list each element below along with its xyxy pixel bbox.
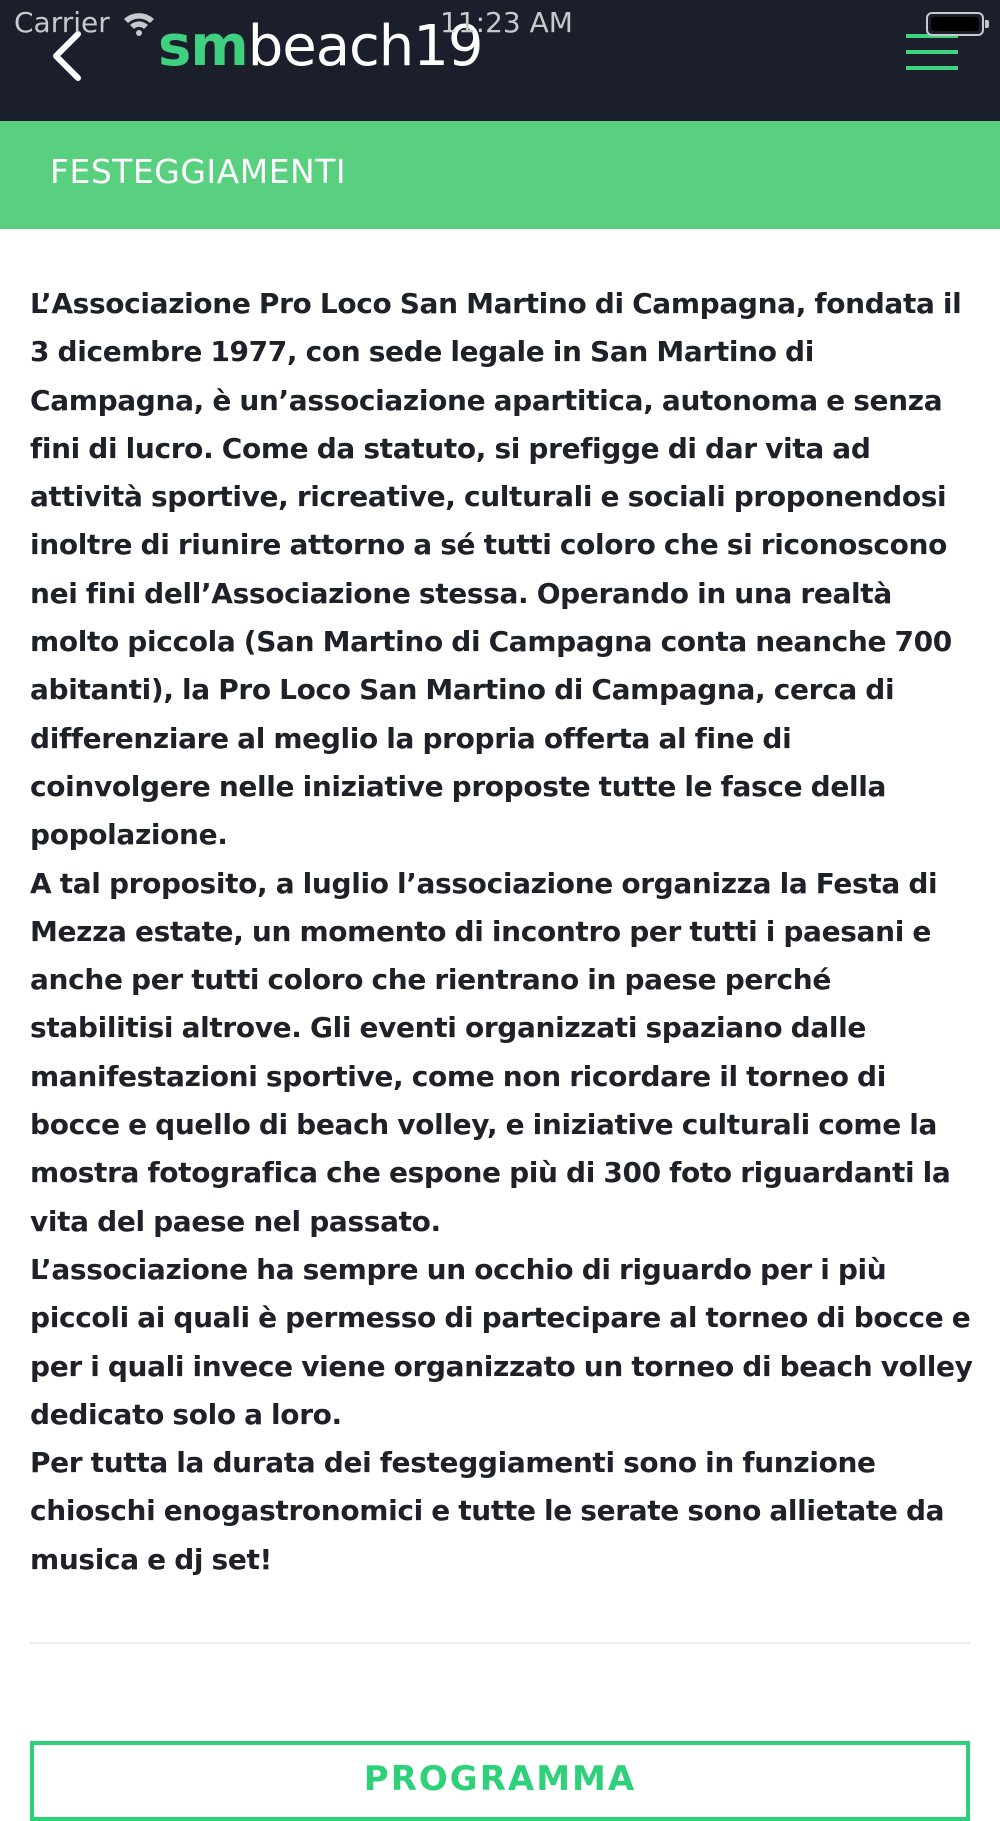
status-time: 11:23 AM (440, 6, 573, 39)
article-body (30, 280, 980, 1584)
article-paragraph: L’Associazione Pro Loco San Martino di Campagna, fondata il 3 dicembre 1977, con sede legale in San Martino di Campagna, è un’associazione apartitica, autonoma e senza fini di lucro. Come da statuto, si prefigge di dar vita ad attività sportive, ricreative, culturali e sociali proponendosi inoltre di riunire attorno a sé tutti coloro che si riconoscono nei fini dell’Associazione stessa. Operando in una realtà molto piccola (San Martino di Campagna conta neanche 700 abitanti), la Pro Loco San Martino di Campagna, cerca di differenziare al meglio la propria offerta al fine di coinvolgere nelle iniziative proposte tutte le fasce della popolazione. (30, 287, 962, 852)
carrier-label: Carrier (14, 6, 110, 39)
program-button[interactable] (30, 1741, 970, 1821)
section-header (0, 121, 1000, 229)
program-button-label: PROGRAMMA (363, 1759, 637, 1799)
article-paragraph: L’associazione ha sempre un occhio di riguardo per i più piccoli ai quali è permesso di partecipare al torneo di bocce e per i quali invece viene organizzato un torneo di beach volley dedicato solo a loro. (30, 1252, 973, 1431)
logo-regular-part: beach19 (247, 14, 483, 79)
status-bar (0, 0, 1000, 48)
wifi-icon (122, 10, 156, 36)
logo-bold-part: sm (158, 14, 248, 79)
divider (30, 1642, 970, 1644)
article-paragraph: A tal proposito, a luglio l’associazione organizza la Festa di Mezza estate, un momento di incontro per tutti i paesani e anche per tutti coloro che rientrano in paese perché stabilitisi altrove. Gli eventi organizzati spaziano dalle manifestazioni sportive, come non ricordare il torneo di bocce e quello di beach volley, e iniziative culturali come la mostra fotografica che espone più di 300 foto riguardanti la vita del paese nel passato. (30, 866, 951, 1238)
article-paragraph: Per tutta la durata dei festeggiamenti sono in funzione chioschi enogastronomici e tutte le serate sono allietate da musica e dj set! (30, 1446, 945, 1576)
section-title: FESTEGGIAMENTI (50, 152, 347, 191)
battery-icon (926, 12, 984, 36)
